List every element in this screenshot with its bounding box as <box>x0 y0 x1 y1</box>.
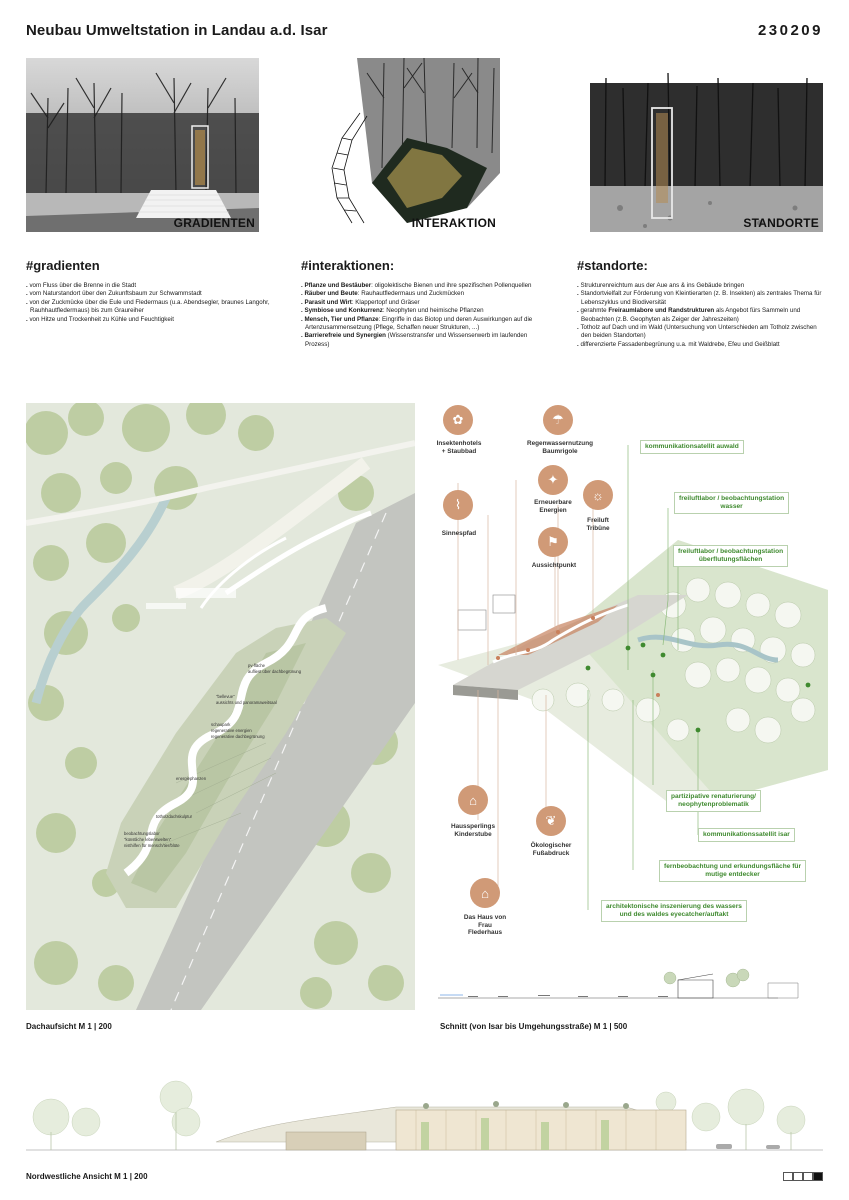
icon-label-sensory-path: Sinnespfad <box>441 530 477 537</box>
callout-ueberflutung: freiluftlabor / beobachtungstation überflutungsflächen <box>673 545 788 567</box>
list-item: . von Hitze und Trockenheit zu Kühle und Feuchtigkeit <box>26 316 276 324</box>
plan-label-bellevue-sub: aussichts und panoramaweitsaal <box>216 700 277 705</box>
plan-label-schaupark-sub: regenerative energien <box>211 728 252 733</box>
bat-house-icon: ⌂ <box>470 878 500 908</box>
standorte-heading: #standorte: <box>577 258 648 273</box>
list-item: . Pflanze und Bestäuber: oligolektische Bienen und ihre spezifischen Pollenquellen <box>301 282 551 290</box>
plan-label-beob: beobachtungslabor <box>124 831 160 836</box>
project-code: 230209 <box>757 22 823 39</box>
icon-label-insect-hotel: Insektenhotels + Staubbad <box>436 440 482 455</box>
list-item: . Mensch, Tier und Pflanze: Eingriffe in das Biotop und deren Auswirkungen auf die Artenzusammensetzung (Pflege, Schaffen neuer Strukturen, ...) <box>301 316 551 333</box>
list-item: . Parasit und Wirt: Klappertopf und Gräser <box>301 299 551 307</box>
plan-label-beob-sub2: nisthilfen für mensch/tier/blüte <box>124 843 180 848</box>
standorte-list <box>577 282 827 349</box>
icon-label-renewable: Erneuerbare Energien <box>534 499 572 514</box>
icon-label-rainwater: Regenwassernutzung Baumrigole <box>526 440 594 455</box>
plan-label-schaupark: schaupark <box>211 722 231 727</box>
list-item: . vom Fluss über die Brenne in die Stadt <box>26 282 276 290</box>
callout-renaturierung: partizipative renaturierung/ neophytenproblematik <box>666 790 761 812</box>
standorte-column <box>577 258 827 349</box>
photo-caption-gradienten: GRADIENTEN <box>173 216 255 230</box>
gradienten-list <box>26 282 276 324</box>
icon-label-tribune: Freiluft Tribüne <box>586 517 610 532</box>
list-item: . Totholz auf Dach und im Wald (Untersuchung von Unterschieden am Totholz zwischen den beiden Standorten) <box>577 324 827 341</box>
list-item: . Barrierefreie und Synergien (Wissenstransfer und Wissenserwerb im laufenden Prozess) <box>301 332 551 349</box>
plan-label-energie: energiephanzen <box>176 776 207 781</box>
page-title: Neubau Umweltstation in Landau a.d. Isar <box>26 22 328 39</box>
icon-label-viewpoint: Aussichtpunkt <box>531 562 577 569</box>
plan-label-schaupark-sub2: regenerative dachbegrünung <box>211 734 265 739</box>
callout-auwald: kommunikationsatellit auwald <box>640 440 744 454</box>
footprint-icon: ❦ <box>536 806 566 836</box>
plan-label-pv: pv-fläche <box>248 663 265 668</box>
rainwater-icon: ☂ <box>543 405 573 435</box>
list-item: . gerahmte Freiraumlabore und Randstrukturen als Angebot fürs Sammeln und Beobachten (z.B. Geophyten als Zeiger der Jahreszeiten) <box>577 307 827 324</box>
plan-label-pv-sub: aufliest über dachbegrünung <box>248 669 302 674</box>
list-item: . von der Zuckmücke über die Eule und Fledermaus (u.a. Abendsegler, braunes Langohr, Rauhhautfledermaus) bis zum Graureiher <box>26 299 276 316</box>
list-item: . differenzierte Fassadenbegrünung u.a. mit Waldrebe, Efeu und Geißblatt <box>577 341 827 349</box>
sheet-indicator <box>783 1172 823 1181</box>
sheet-indicator-box-active <box>813 1172 823 1181</box>
section-caption: Schnitt (von Isar bis Umgehungsstraße) M 1 | 500 <box>440 1022 628 1031</box>
icon-label-bat-house: Das Haus von Frau Flederhaus <box>463 914 507 937</box>
list-item: . Strukturenreichtum aus der Aue ans & ins Gebäude bringen <box>577 282 827 290</box>
list-item: . Räuber und Beute: Rauhautfledermaus und Zuckmücken <box>301 290 551 298</box>
icon-label-footprint: Ökologischer Fußabdruck <box>530 842 572 857</box>
elevation-drawing <box>26 1062 823 1162</box>
photo-caption-standorte: STANDORTE <box>743 216 819 230</box>
photo-interaktion <box>312 58 500 232</box>
photo-gradienten <box>26 58 259 232</box>
callout-isar: kommunikationssatellit isar <box>698 828 795 842</box>
list-item: . Standortvielfalt zur Förderung von Kleintierarten (z. B. Insekten) als zentrales Thema für Lebenszyklus und Biodiversität <box>577 290 827 307</box>
interaktionen-heading: #interaktionen: <box>301 258 395 273</box>
axonometric-diagram <box>438 400 828 1010</box>
plan-label-beob-sub: "künstliche lebenswelten" <box>124 837 172 842</box>
roof-plan <box>26 403 415 1010</box>
open-air-tribune-icon: ☼ <box>583 480 613 510</box>
interaktionen-column <box>301 258 551 349</box>
icon-label-sparrow: Haussperlings Kinderstube <box>450 823 496 838</box>
elevation-caption: Nordwestliche Ansicht M 1 | 200 <box>26 1172 148 1181</box>
callout-inszenierung: architektonische inszenierung des wassers und des waldes eyecatcher/auftakt <box>601 900 747 922</box>
sheet-indicator-box <box>793 1172 803 1181</box>
roof-plan-drawing <box>26 403 415 1010</box>
photo-interaktion-image <box>312 58 500 232</box>
sparrow-nursery-icon: ⌂ <box>458 785 488 815</box>
viewpoint-icon: ⚑ <box>538 527 568 557</box>
photo-gradienten-image <box>26 58 259 232</box>
gradienten-column <box>26 258 276 324</box>
insect-hotel-icon: ✿ <box>443 405 473 435</box>
callout-fernbeobachtung: fernbeobachtung und erkundungsfläche für mutige entdecker <box>659 860 806 882</box>
sheet-indicator-box <box>783 1172 793 1181</box>
photo-standorte <box>590 58 823 232</box>
sensory-path-icon: ⌇ <box>443 490 473 520</box>
plan-label-bellevue: "bellevue" <box>216 694 235 699</box>
interaktionen-list <box>301 282 551 349</box>
gradienten-heading: #gradienten <box>26 258 100 273</box>
renewable-energy-icon: ✦ <box>538 465 568 495</box>
list-item: . vom Naturstandort über den Zukunftsbaum zur Schwammstadt <box>26 290 276 298</box>
sheet-indicator-box <box>803 1172 813 1181</box>
list-item: . Symbiose und Konkurrenz: Neophyten und heimische Pflanzen <box>301 307 551 315</box>
plan-caption: Dachaufsicht M 1 | 200 <box>26 1022 112 1031</box>
northwest-elevation <box>26 1062 823 1162</box>
callout-wasser: freiluftlabor / beobachtungstation wasser <box>674 492 789 514</box>
plan-label-totholz: totholzdachskulptur <box>156 814 193 819</box>
photo-caption-interaktion: INTERAKTION <box>411 216 496 230</box>
photo-standorte-image <box>590 58 823 232</box>
